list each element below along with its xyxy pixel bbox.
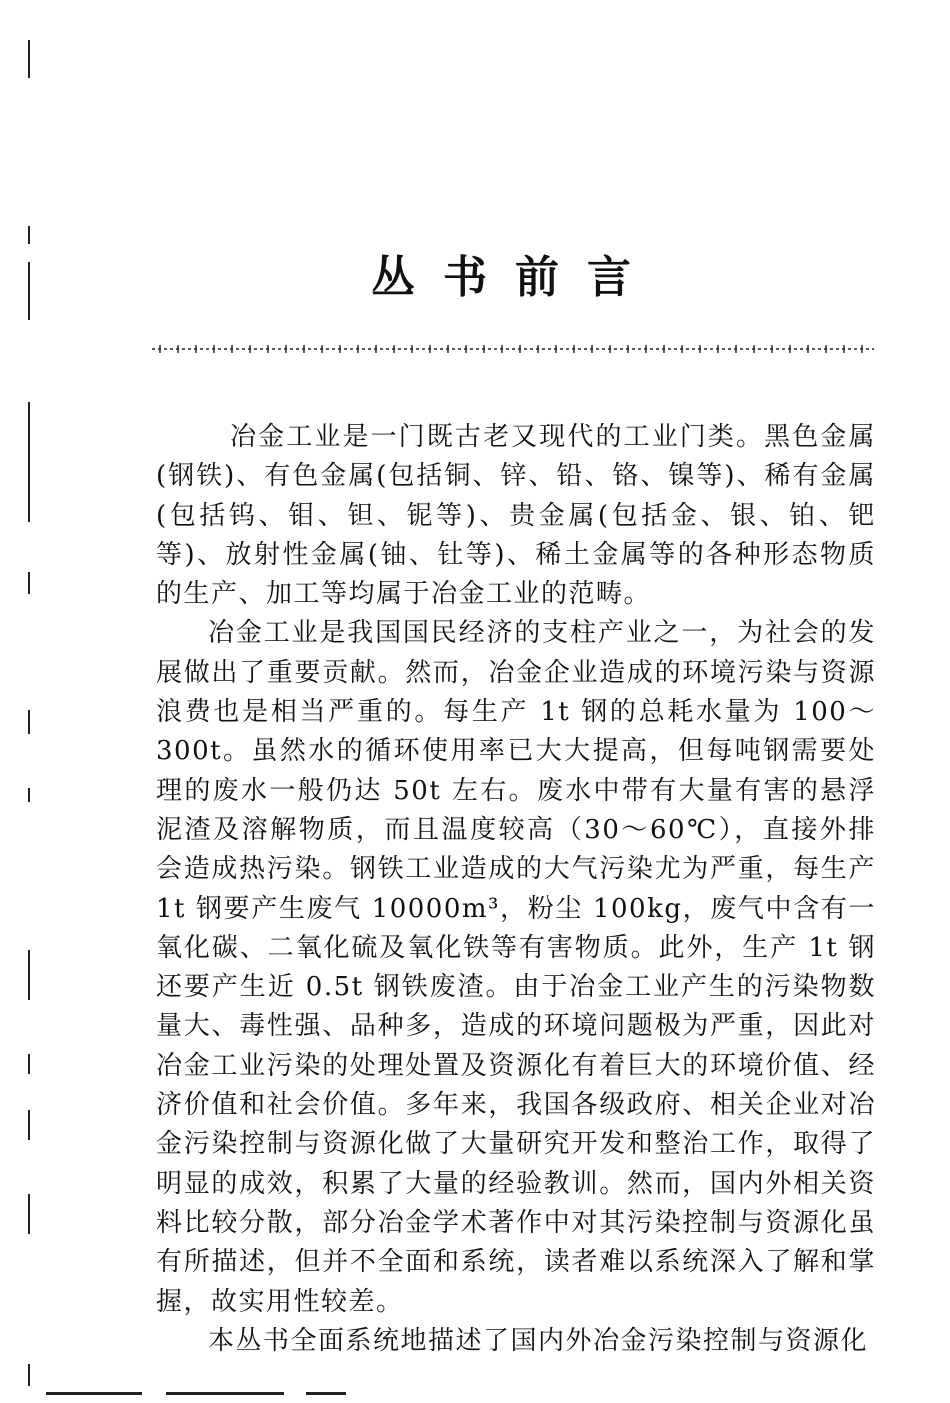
scan-margin-marks (22, 0, 38, 1403)
page-title: 丛书前言 (371, 252, 659, 303)
footer-rule-1 (46, 1392, 142, 1395)
footer-rule-2 (166, 1392, 284, 1395)
footer-rule-3 (306, 1392, 346, 1395)
title-divider (152, 344, 874, 354)
paragraph-1: 冶金工业是一门既古老又现代的工业门类。黑色金属(钢铁)、有色金属(包括铜、锌、铅、铬、镍等)、稀有金属(包括钨、钼、钽、铌等)、贵金属(包括金、银、铂、钯等)、放射性金属(铀、钍等)、稀土金属等的各种形态物质的生产、加工等均属于冶金工业的范畴。 (156, 422, 876, 610)
paragraph-3: 本丛书全面系统地描述了国内外冶金污染控制与资源化 (208, 1325, 869, 1356)
paragraph-2: 冶金工业是我国国民经济的支柱产业之一，为社会的发展做出了重要贡献。然而，冶金企业造成的环境污染与资源浪费也是相当严重的。每生产 1t 钢的总耗水量为 100～300t。虽然水的循环使用率已大大提高，但每吨钢需要处理的废水一般仍达 50t 左右。废水中带有大量有害的悬浮泥渣及溶解物质，而且温度较高（30～60℃），直接外排会造成热污染。钢铁工业造成的大气污染尤为严重，每生产 1t 钢要产生废气 10000m³，粉尘 100kg，废气中含有一氧化碳、二氧化硫及氧化铁等有害物质。此外，生产 1t 钢还要产生近 0.5t 钢铁废渣。由于冶金工业产生的污染物数量大、毒性强、品种多，造成的环境问题极为严重，因此对冶金工业污染的处理处置及资源化有着巨大的环境价值、经济价值和社会价值。多年来，我国各级政府、相关企业对冶金污染控制与资源化做了大量研究开发和整治工作，取得了明显的成效，积累了大量的经验教训。然而，国内外相关资料比较分散，部分冶金学术著作中对其污染控制与资源化虽有所描述，但并不全面和系统，读者难以系统深入了解和掌握，故实用性较差。 (156, 618, 876, 1317)
preface-body (156, 418, 876, 1361)
